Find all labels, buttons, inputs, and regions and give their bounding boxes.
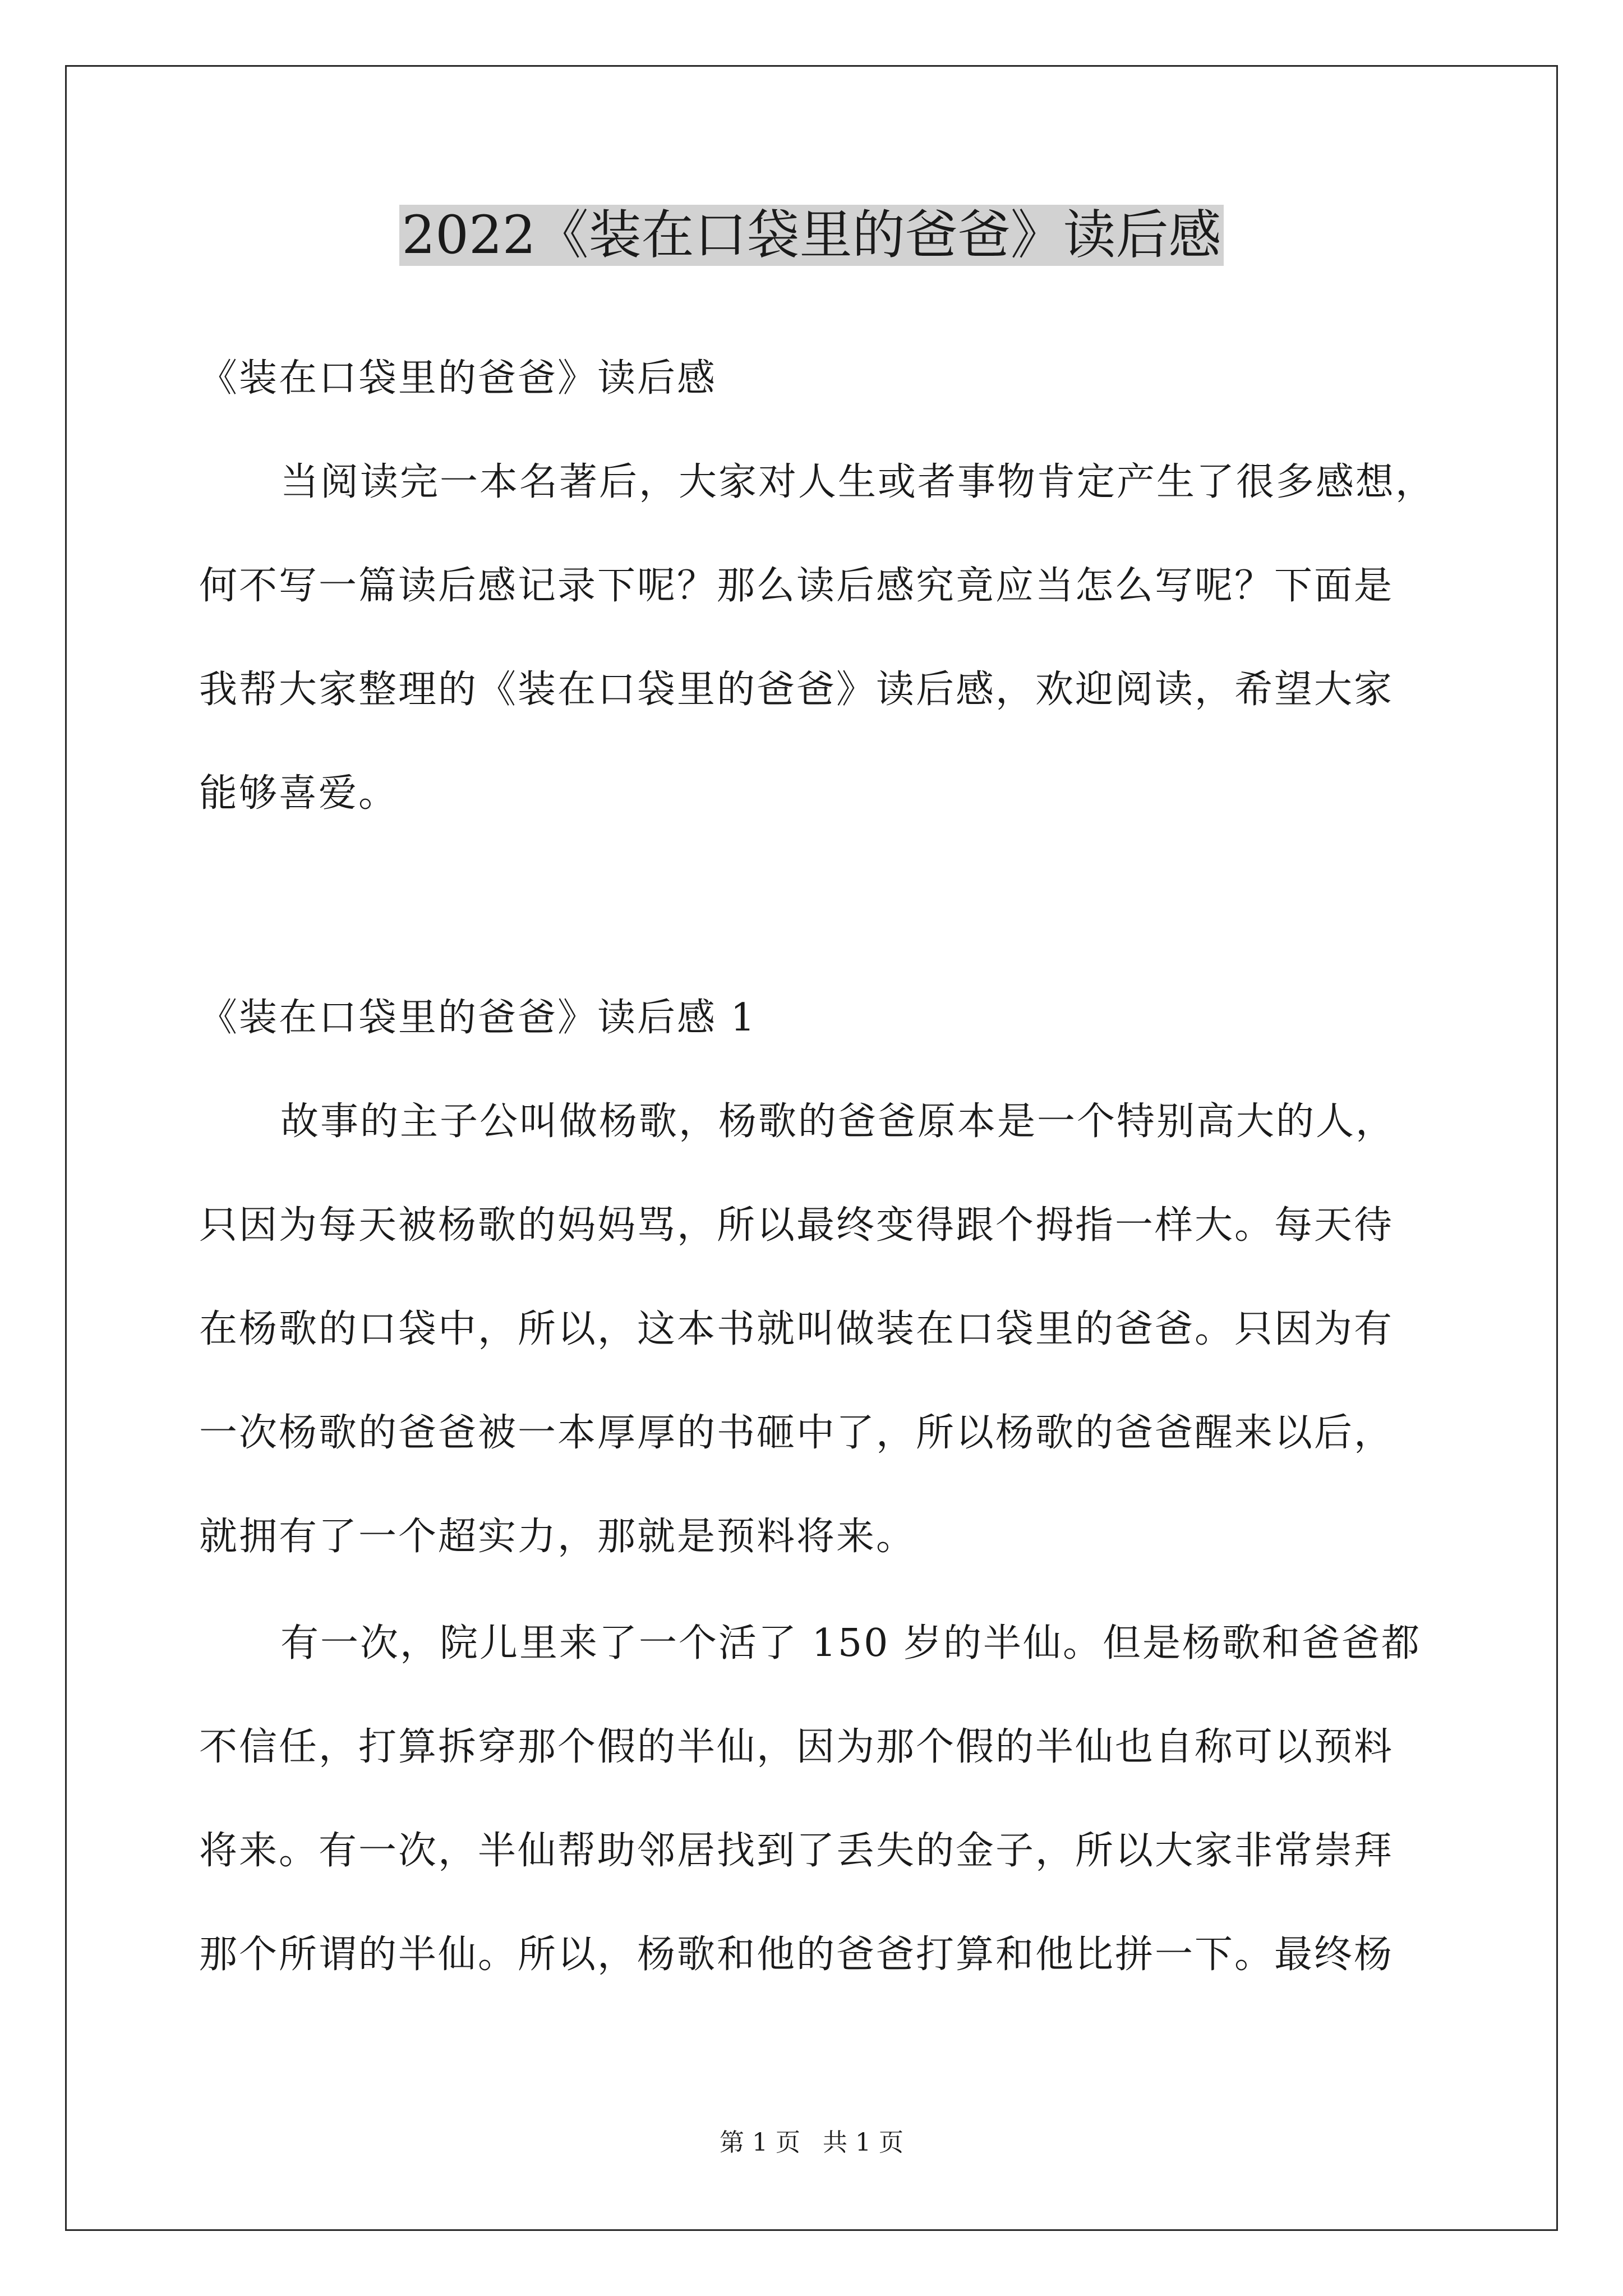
intro-line-1: 当阅读完一本名著后，大家对人生或者事物肯定产生了很多感想， bbox=[280, 460, 1436, 504]
paragraph2-line-3: 将来。有一次，半仙帮助邻居找到了丢失的金子，所以大家非常崇拜 bbox=[199, 1829, 1394, 1873]
paragraph1-line-2: 只因为每天被杨歌的妈妈骂，所以最终变得跟个拇指一样大。每天待 bbox=[199, 1203, 1394, 1248]
paragraph2-line-4: 那个所谓的半仙。所以，杨歌和他的爸爸打算和他比拼一下。最终杨 bbox=[199, 1932, 1394, 1977]
document-title bbox=[0, 199, 1623, 272]
paragraph1-line-1: 故事的主子公叫做杨歌，杨歌的爸爸原本是一个特别高大的人， bbox=[280, 1099, 1396, 1144]
paragraph2-line-1: 有一次，院儿里来了一个活了 150 岁的半仙。但是杨歌和爸爸都 bbox=[280, 1621, 1422, 1665]
paragraph2-line-2: 不信任，打算拆穿那个假的半仙，因为那个假的半仙也自称可以预料 bbox=[199, 1725, 1394, 1769]
intro-line-3: 我帮大家整理的《装在口袋里的爸爸》读后感，欢迎阅读，希望大家 bbox=[199, 668, 1394, 712]
paragraph1-line-5: 就拥有了一个超实力，那就是预料将来。 bbox=[199, 1515, 916, 1559]
intro-line-2: 何不写一篇读后感记录下呢？那么读后感究竟应当怎么写呢？下面是 bbox=[199, 564, 1394, 608]
document-title-text: 2022《装在口袋里的爸爸》读后感 bbox=[399, 205, 1223, 266]
page-footer bbox=[0, 2126, 1623, 2160]
page-number: 第 1 页 bbox=[720, 2128, 800, 2157]
intro-line-4: 能够喜爱。 bbox=[199, 771, 399, 816]
paragraph1-line-4: 一次杨歌的爸爸被一本厚厚的书砸中了，所以杨歌的爸爸醒来以后， bbox=[199, 1411, 1394, 1455]
section-heading: 《装在口袋里的爸爸》读后感 1 bbox=[199, 996, 757, 1040]
document-subtitle: 《装在口袋里的爸爸》读后感 bbox=[199, 356, 717, 401]
paragraph1-line-3: 在杨歌的口袋中，所以，这本书就叫做装在口袋里的爸爸。只因为有 bbox=[199, 1307, 1394, 1351]
page-total: 共 1 页 bbox=[823, 2128, 903, 2157]
